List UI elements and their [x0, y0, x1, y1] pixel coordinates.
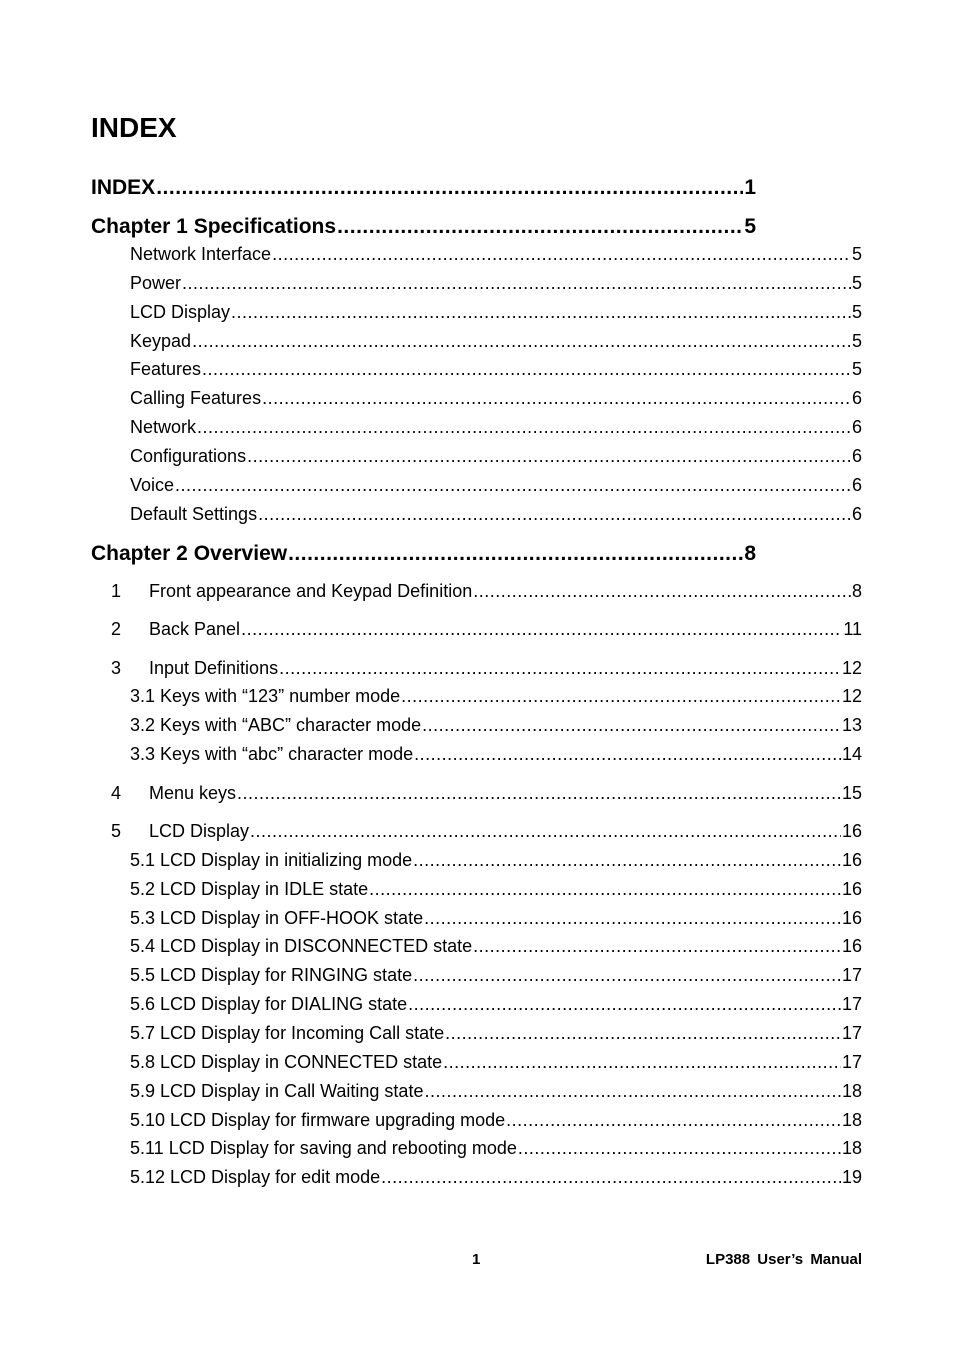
toc-entry-page: 5: [851, 331, 862, 351]
toc-entry-label: 5.12 LCD Display for edit mode: [130, 1167, 381, 1187]
toc-entry[interactable]: [91, 176, 756, 200]
toc-dot-leader: [197, 417, 851, 438]
toc-entry[interactable]: [130, 475, 862, 496]
toc-dot-leader: [175, 475, 851, 496]
toc-entry[interactable]: [130, 1110, 862, 1131]
toc-entry-page: 12: [841, 686, 862, 706]
toc-entry-label: Input Definitions: [149, 658, 279, 678]
toc-entry-page: 17: [841, 965, 862, 985]
toc-entry-page: 6: [851, 475, 862, 495]
toc-entry[interactable]: [130, 994, 862, 1015]
toc-dot-leader: [473, 936, 841, 957]
toc-entry[interactable]: [130, 446, 862, 467]
toc-entry-label: LCD Display: [149, 821, 250, 841]
toc-dot-leader: [192, 331, 851, 352]
toc-entry-label: 5.3 LCD Display in OFF-HOOK state: [130, 908, 424, 928]
toc-entry[interactable]: [130, 359, 862, 380]
toc-dot-leader: [250, 821, 841, 842]
toc-entry[interactable]: [130, 879, 862, 900]
toc-entry-label: Voice: [130, 475, 175, 495]
toc-entry-page: 16: [841, 821, 862, 841]
toc-entry-number: 1: [111, 581, 122, 601]
toc-entry[interactable]: [130, 744, 862, 765]
toc-dot-leader: [422, 715, 841, 736]
toc-entry[interactable]: [130, 965, 862, 986]
toc-entry-page: 16: [841, 936, 862, 956]
toc-entry[interactable]: [130, 331, 862, 352]
toc-entry-label: 5.7 LCD Display for Incoming Call state: [130, 1023, 445, 1043]
toc-dot-leader: [247, 446, 851, 467]
toc-dot-leader: [182, 273, 851, 294]
toc-entry[interactable]: [130, 273, 862, 294]
footer-page-number: 1: [472, 1251, 481, 1268]
toc-dot-leader: [424, 1081, 841, 1102]
toc-entry[interactable]: [130, 850, 862, 871]
toc-dot-leader: [424, 908, 841, 929]
toc-entry-page: 16: [841, 908, 862, 928]
toc-entry-number: 5: [111, 821, 122, 841]
toc-dot-leader: [156, 176, 743, 200]
toc-entry-label: Calling Features: [130, 388, 262, 408]
toc-entry[interactable]: [130, 1138, 862, 1159]
toc-entry[interactable]: [111, 658, 862, 679]
toc-entry-label: Menu keys: [149, 783, 237, 803]
toc-entry[interactable]: [111, 783, 862, 804]
toc-entry-number: 4: [111, 783, 122, 803]
toc-dot-leader: [518, 1138, 841, 1159]
toc-entry[interactable]: [91, 215, 756, 239]
toc-entry-page: 16: [841, 879, 862, 899]
toc-entry-label: INDEX: [91, 176, 156, 199]
toc-entry-label: Features: [130, 359, 202, 379]
toc-dot-leader: [443, 1052, 841, 1073]
toc-dot-leader: [262, 388, 851, 409]
toc-entry-number: 2: [111, 619, 122, 639]
toc-entry-page: 18: [841, 1081, 862, 1101]
toc-entry-label: 3.3 Keys with “abc” character mode: [130, 744, 414, 764]
toc-dot-leader: [506, 1110, 841, 1131]
toc-entry-page: 17: [841, 994, 862, 1014]
toc-dot-leader: [337, 215, 743, 239]
toc-entry-page: 8: [851, 581, 862, 601]
toc-entry-page: 6: [851, 504, 862, 524]
toc-entry-label: 5.11 LCD Display for saving and rebooting mode: [130, 1138, 517, 1158]
toc-entry-label: 3.2 Keys with “ABC” character mode: [130, 715, 422, 735]
toc-dot-leader: [272, 244, 851, 265]
toc-entry[interactable]: [130, 1081, 862, 1102]
toc-entry-page: 15: [841, 783, 862, 803]
toc-entry-page: 18: [841, 1138, 862, 1158]
toc-entry[interactable]: [130, 504, 862, 525]
toc-dot-leader: [401, 686, 841, 707]
toc-entry-page: 6: [851, 388, 862, 408]
toc-entry-page: 1: [744, 176, 756, 199]
toc-entry-number: 3: [111, 658, 122, 678]
toc-entry-page: 18: [841, 1110, 862, 1130]
toc-entry[interactable]: [130, 1023, 862, 1044]
toc-entry-page: 14: [841, 744, 862, 764]
toc-entry-label: Chapter 2 Overview: [91, 542, 288, 565]
toc-entry[interactable]: [130, 715, 862, 736]
toc-entry-label: Front appearance and Keypad Definition: [149, 581, 473, 601]
toc-dot-leader: [279, 658, 841, 679]
footer-manual-name: LP388 User’s Manual: [705, 1251, 862, 1268]
toc-dot-leader: [445, 1023, 841, 1044]
toc-dot-leader: [413, 965, 841, 986]
toc-dot-leader: [381, 1167, 841, 1188]
toc-entry-label: 5.2 LCD Display in IDLE state: [130, 879, 369, 899]
toc-entry-page: 5: [744, 215, 756, 238]
toc-entry[interactable]: [111, 619, 862, 640]
toc-entry-page: 13: [841, 715, 862, 735]
toc-entry-page: 6: [851, 417, 862, 437]
toc-entry-label: Chapter 1 Specifications: [91, 215, 337, 238]
toc-entry-page: 11: [843, 619, 862, 639]
toc-dot-leader: [473, 581, 851, 602]
toc-dot-leader: [288, 542, 743, 566]
toc-entry[interactable]: [111, 821, 862, 842]
toc-entry-page: 5: [851, 359, 862, 379]
toc-entry[interactable]: [91, 542, 756, 566]
toc-entry-label: 5.4 LCD Display in DISCONNECTED state: [130, 936, 473, 956]
toc-dot-leader: [413, 850, 841, 871]
toc-entry-label: Power: [130, 273, 182, 293]
toc-dot-leader: [237, 783, 841, 804]
toc-entry-label: 5.10 LCD Display for firmware upgrading mode: [130, 1110, 506, 1130]
toc-entry-page: 19: [841, 1167, 862, 1187]
toc-entry-label: Network: [130, 417, 197, 437]
toc-entry-page: 8: [744, 542, 756, 565]
toc-entry[interactable]: [130, 936, 862, 957]
toc-entry-page: 5: [851, 244, 862, 264]
toc-entry-page: 17: [841, 1023, 862, 1043]
toc-entry-label: 5.6 LCD Display for DIALING state: [130, 994, 408, 1014]
toc-entry-label: LCD Display: [130, 302, 231, 322]
toc-entry[interactable]: [111, 581, 862, 602]
toc-dot-leader: [414, 744, 841, 765]
toc-entry[interactable]: [130, 417, 862, 438]
toc-entry-page: 5: [851, 302, 862, 322]
toc-dot-leader: [258, 504, 851, 525]
toc-dot-leader: [408, 994, 841, 1015]
toc-entry-page: 17: [841, 1052, 862, 1072]
toc-dot-leader: [369, 879, 841, 900]
toc-entry-label: 5.9 LCD Display in Call Waiting state: [130, 1081, 424, 1101]
toc-entry-label: Configurations: [130, 446, 247, 466]
toc-entry[interactable]: [130, 1167, 862, 1188]
toc-entry-label: 5.8 LCD Display in CONNECTED state: [130, 1052, 443, 1072]
toc-entry[interactable]: [130, 388, 862, 409]
toc-dot-leader: [202, 359, 851, 380]
toc-entry-label: Back Panel: [149, 619, 241, 639]
toc-entry-label: 3.1 Keys with “123” number mode: [130, 686, 401, 706]
toc-entry-label: 5.5 LCD Display for RINGING state: [130, 965, 413, 985]
toc-entry-label: Keypad: [130, 331, 192, 351]
toc-entry[interactable]: [130, 908, 862, 929]
toc-entry-page: 12: [841, 658, 862, 678]
toc-entry-page: 6: [851, 446, 862, 466]
page-title: INDEX: [91, 112, 177, 143]
toc-entry[interactable]: [130, 686, 862, 707]
toc-entry-label: Default Settings: [130, 504, 258, 524]
toc-entry[interactable]: [130, 1052, 862, 1073]
toc-dot-leader: [241, 619, 842, 640]
toc-dot-leader: [231, 302, 851, 323]
toc-entry[interactable]: [130, 244, 862, 265]
toc-entry-label: 5.1 LCD Display in initializing mode: [130, 850, 413, 870]
toc-entry-page: 5: [851, 273, 862, 293]
toc-entry[interactable]: [130, 302, 862, 323]
toc-entry-label: Network Interface: [130, 244, 272, 264]
toc-entry-page: 16: [841, 850, 862, 870]
